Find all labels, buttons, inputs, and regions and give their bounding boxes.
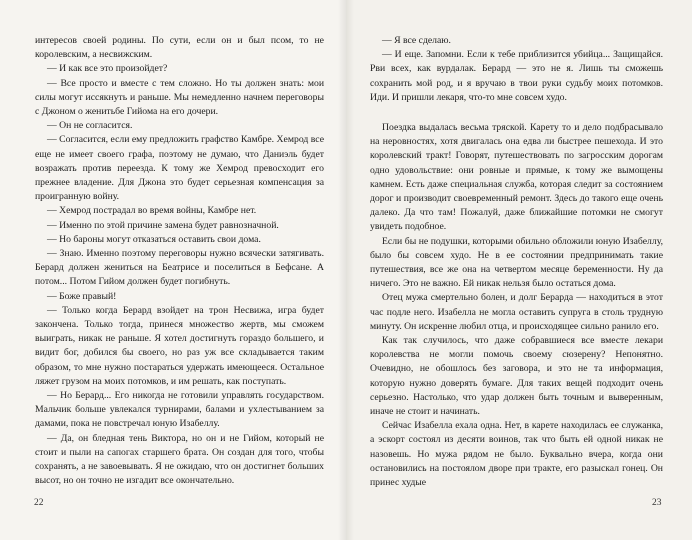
paragraph: — Он не согласится. [47,120,133,132]
book-gutter [338,0,354,540]
page-number-right: 23 [652,498,662,508]
paragraph: Сейчас Изабелла ехала одна. Нет, в карете находилась ее служанка, а эскорт состоял из десяти воинов, так что быть ей одной никак не назовешь. Но мужа рядом не было. Буквально вчера, когда они остановились на постоялом дворе при тракте, его разыскал гонец. Он принес худые [370,420,663,489]
paragraph: интересов своей родины. По сути, если он и был псом, то не королевским, а несвижским. [35,35,324,61]
paragraph: — Да, он бледная тень Виктора, но он и не Гийом, который не стоит и пыли на сапогах старшего брата. Он создан для того, чтобы сохранять, а не завоевывать. Я не ожидаю, что он достигнет больших высот, но он точно не изгадит все окончательно. [35,432,324,487]
paragraph: — И еще. Запомни. Если к тебе приблизится убийца... Защищайся. Рви всех, как вурдалак. Берард — это не я. Лишь ты сможешь сохранить мой род, и я вручаю в твои руки судьбу моих потомков. Иди. И пришли лекаря, что-то мне совсем худо. [370,49,663,103]
paragraph: — Знаю. Именно поэтому переговоры нужно всячески затягивать. Берард должен жениться на Беатрисе и поселиться в Бефсане. А потом... Потом Гийом должен будет погибнуть. [35,248,324,288]
paragraph: — Все просто и вместе с тем сложно. Но ты должен знать: мои силы могут иссякнуть и раньше. Мы немедленно начнем переговоры с Джоном о женитьбе Гийома на его дочери. [35,77,324,118]
paragraph: — Только когда Берард взойдет на трон Несвижа, игра будет закончена. Только тогда, принеся множество жертв, мы сможем выиграть, никак не раньше. Я хотел достигнуть гораздо большего, и видит бог, добился бы своего, но раз уж все складывается таким образом, то мне нужно постараться удержать имеющееся. Остальное ляжет грузом на моих потомков, и им решать, как поступать. [35,304,324,387]
paragraph: Отец мужа смертельно болен, и долг Берарда — находиться в этот час подле него. Изабелла не могла оставить супруга в столь трудную минуту. Он искренне любил отца, и происходящее сильно ранило его. [370,292,663,332]
paragraph: — И как все это произойдет? [47,63,168,75]
left-page-text [35,34,324,489]
paragraph: Если бы не подушки, которыми обильно обложили юную Изабеллу, было бы совсем худо. Не в ее состоянии предпринимать такие путешествия, все же она на четвертом месяце беременности. Ну да ничего. Это не важно. Ей никак нельзя было остаться дома. [370,235,663,290]
paragraph: — Именно по этой причине замена будет равнозначной. [47,219,279,231]
paragraph: — Но бароны могут отказаться оставить свои дома. [47,233,261,245]
right-page-text [370,34,663,490]
paragraph: — Боже правый! [47,290,117,302]
paragraph: — Но Берард... Его никогда не готовили управлять государством. Мальчик больше увлекался турнирами, балами и ухлестыванием за дамами, пока не повстречал юную Изабеллу. [35,390,324,430]
paragraph: Как так случилось, что даже собравшиеся все вместе лекари королевства не могли помочь своему сюзерену? Непонятно. Очевидно, не обошлось без заговора, и это не та информация, которую нужно доверять бумаге. Для таких вещей подходит очень серьезно. Настолько, что удар должен быть точным и выверенным, иначе не стоит и начинать. [370,335,663,418]
paragraph: — Хемрод пострадал во время войны, Камбре нет. [47,205,257,217]
paragraph: — Согласится, если ему предложить графство Камбре. Хемрод все еще не имеет своего графа, поэтому не думаю, что Даниэль будет возражать против переезда. К тому же Хемрод превосходит его прежнее владение. Для Джона это будет серьезная компенсация за проигранную войну. [35,134,324,203]
paragraph: — Я все сделаю. [382,35,451,46]
paragraph: Поездка выдалась весьма тряской. Карету то и дело подбрасывало на неровностях, хотя двигалась она едва ли быстрее пешехода. И это королевский тракт! Говорят, путешествовать по загросским дорогам одно удовольствие: они ровные и прямые, к тому же вымощены камнем. Есть даже специальная служба, которая следит за состоянием дорог и производит своевременный ремонт. Здесь до такого еще очень далеко. Да что там! Пожалуй, даже ближайшие потомки не смогут увидеть подобное. [370,122,663,233]
page-number-left: 22 [34,498,44,508]
